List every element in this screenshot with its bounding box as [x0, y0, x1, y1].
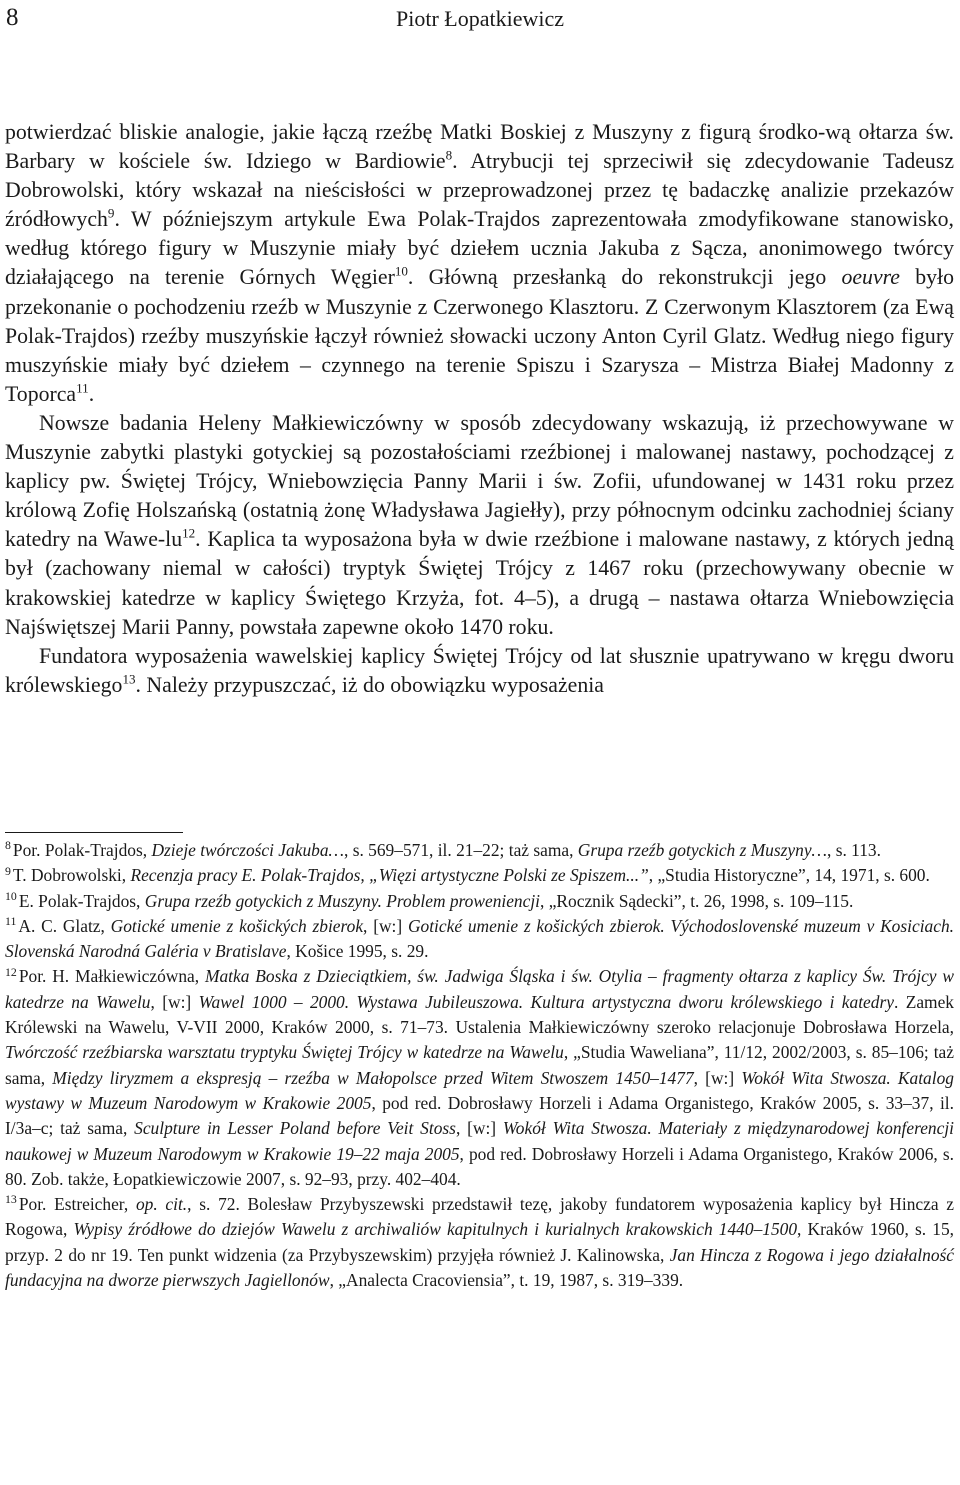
footnote — [5, 838, 954, 863]
body-paragraph — [5, 118, 954, 409]
text-run: , [w:] — [693, 1067, 742, 1088]
footnote-ref: 8 — [445, 147, 453, 163]
italic-text: Dzieje twórczości Jakuba… — [151, 840, 344, 860]
italic-text: Sculpture in Lesser Poland before Veit Stoss — [134, 1118, 456, 1139]
italic-text: Matka Boska z Dzieciątkiem, św. Jadwiga Śląska i św. Otylia – fragmenty ołtarza z kaplicy Św. Trójcy w katedrze na Wawelu — [5, 966, 954, 1012]
italic-text: Grupa rzeźb gotyckich z Muszyny… — [577, 840, 828, 860]
text-run: , pod red. Dobrosławy Horzeli i Adama Organistego, Kraków 2006, s. 80. Zob. także, Łopatkiewiczowie 2007, s. 92–93, przy. 402–404. — [5, 1143, 954, 1189]
italic-text: Między liryzmem a ekspresją – rzeźba w Małopolsce przed Witem Stwoszem 1450–1477 — [52, 1067, 694, 1088]
running-head-author: Piotr Łopatkiewicz — [395, 6, 564, 31]
footnote-number: 12 — [5, 964, 17, 979]
footnote-ref: 9 — [107, 206, 115, 222]
italic-text: oeuvre — [841, 265, 900, 290]
footnotes — [5, 838, 954, 1293]
italic-text: Wokół Wita Stwosza. Materiały z międzynarodowej konferencji naukowej w Muzeum Narodowym w Krakowie 19–22 maja 2005 — [5, 1118, 954, 1164]
footnote-separator — [5, 832, 183, 833]
italic-text: Gotické umenie z košických zbierok — [110, 915, 364, 936]
italic-text: Wypisy źródłowe do dziejów Wawelu z archiwaliów kapitulnych i kurialnych krakowskich 1440–1500 — [73, 1219, 798, 1240]
text-run: A. C. Glatz, — [18, 915, 111, 936]
text-run: potwierdzać bliskie analogie, jakie łączą rzeźbę Matki Boskiej z Muszyny z figurą środko-wą ołtarza św. Barbary w kościele św. Idziego w Bardiowie — [5, 120, 954, 174]
italic-text: Grupa rzeźb gotyckich z Muszyny. Problem proweniencji — [144, 890, 541, 911]
footnote-number: 10 — [5, 888, 17, 903]
italic-text: Gotické umenie z košických zbierok. Východoslovenské muzeum v Kosiciach. Slovenská Narodná Galéria v Bratislave — [5, 915, 954, 962]
footnote-ref: 10 — [394, 264, 408, 280]
footnote-number: 11 — [5, 914, 17, 929]
italic-text: Recenzja pracy E. Polak-Trajdos, „Więzi artystyczne Polski ze Spiszem...” — [130, 865, 649, 886]
text-run: Por. Estreicher, — [18, 1194, 136, 1215]
main-text — [5, 118, 954, 700]
text-run: , [w:] — [363, 915, 408, 936]
text-run: , s. 113. — [827, 840, 881, 860]
text-run: , s. 72. Bolesław Przybyszewski przedstawił tezę, jakoby fundatorem wyposażenia kaplicy był Hincza z Rogowa, — [5, 1194, 954, 1240]
text-run: , [w:] — [150, 991, 199, 1012]
footnote — [5, 863, 954, 888]
footnote — [5, 1192, 954, 1293]
italic-text: Jan Hincza z Rogowa i jego działalność fundacyjna na dworze pierwszych Jagiellonów — [5, 1244, 955, 1291]
footnote-ref: 11 — [76, 380, 89, 396]
text-run: . Zamek Królewski na Wawelu, V-VII 2000, Kraków 2000, s. 71–73. Ustalenia Małkiewiczówny szeroko relacjonuje Dobrosława Horzela, — [5, 991, 954, 1038]
italic-text: Wokół Wita Stwosza. Katalog wystawy w Muzeum Narodowym w Krakowie 2005 — [5, 1067, 954, 1113]
text-run: . W późniejszym artykule Ewa Polak-Trajdos zaprezentowała zmodyfikowane stanowisko, według którego figury w Muszynie miały być dziełem ucznia Jakuba z Sącza, anonimowego twórcy działającego na terenie Górnych Węgier — [5, 207, 954, 290]
text-run: Por. H. Małkiewiczówna, — [18, 966, 205, 987]
body-paragraph — [5, 642, 954, 700]
footnote-number: 8 — [5, 838, 11, 853]
text-run: , pod red. Dobrosławy Horzeli i Adama Organistego, Kraków 2005, s. 33–37, il. I/3a–c; taż sama, — [5, 1092, 954, 1139]
footnote — [5, 964, 954, 1192]
footnote-ref: 13 — [122, 671, 136, 687]
italic-text: Twórczość rzeźbiarska warsztatu tryptyku Świętej Trójcy w katedrze na Wawelu — [5, 1042, 564, 1063]
text-run: . Atrybucji tej sprzeciwił się zdecydowanie Tadeusz Dobrowolski, który wskazał na nieścisłości w przeprowadzonej przez tę badaczkę analizie przekazów źródłowych — [5, 149, 954, 232]
text-run: , „Studia Waweliana”, 11/12, 2002/2003, s. 85–106; taż sama, — [5, 1042, 954, 1088]
footnote — [5, 889, 954, 914]
footnote-number: 9 — [5, 863, 11, 878]
text-run: . — [88, 381, 95, 406]
text-run: , „Studia Historyczne”, 14, 1971, s. 600. — [648, 865, 930, 886]
text-run: . Kaplica ta wyposażona była w dwie rzeźbione i malowane nastawy, z których jedną był (zachowany niemal w całości) tryptyk Świętej Trójcy z 1467 roku (przechowywany obecnie w krakowskiej katedrze w kaplicy Świętego Krzyża, fot. 4–5), a drugą – nastawa ołtarza Wniebowzięcia Najświętszej Marii Panny, powstała zapewne około 1470 roku. — [5, 527, 954, 639]
text-run: . Główną przesłanką do rekonstrukcji jego — [407, 265, 842, 290]
text-run: . Należy przypuszczać, iż do obowiązku wyposażenia — [135, 672, 604, 697]
text-run: , s. 569–571, il. 21–22; taż sama, — [344, 840, 578, 860]
text-run: Nowsze badania Heleny Małkiewiczówny w sposób zdecydowany wskazują, iż przechowywane w Muszynie zabytki plastyki gotyckiej są pozostałościami rzeźbionej i malowanej nastawy, pochodzącej z kaplicy pw. Świętej Trójcy, Wniebowzięcia Panny Marii i św. Zofii, ufundowanej w 1431 roku przez królową Zofię Holszańską (ostatnią żonę Władysława Jagiełły), przy północnym odcinku zachodniej ściany katedry na Wawe-lu — [5, 410, 954, 552]
text-run: było przekonanie o pochodzeniu rzeźb w Muszynie z Czerwonego Klasztoru. Z Czerwonym Klasztorem (za Ewą Polak-Trajdos) rzeźby muszyńskie łączył również słowacki uczony Anton Cyril Glatz. Według niego figury muszyńskie miały być dziełem – czynnego na terenie Spiszu i Szarysza – Mistrza Białej Madonny z Toporca — [5, 265, 954, 406]
footnote-number: 13 — [5, 1192, 17, 1207]
text-run: Por. Polak-Trajdos, — [12, 840, 152, 860]
body-paragraph — [5, 409, 954, 642]
text-run: , „Rocznik Sądecki”, t. 26, 1998, s. 109–115. — [540, 890, 854, 911]
text-run: E. Polak-Trajdos, — [18, 890, 145, 911]
footnote-ref: 12 — [182, 526, 196, 542]
text-run: , „Analecta Cracoviensia”, t. 19, 1987, s. 319–339. — [329, 1270, 684, 1291]
text-run: , Kraków 1960, s. 15, przyp. 2 do nr 19. Ten punkt widzenia (za Przybyszewskim) przyjęła również J. Kalinowska, — [5, 1219, 954, 1265]
text-run: , Košice 1995, s. 29. — [286, 941, 429, 962]
footnote — [5, 914, 954, 965]
italic-text: Wawel 1000 – 2000. Wystawa Jubileuszowa. Kultura artystyczna dworu królewskiego i katedry — [198, 991, 894, 1012]
italic-text: op. cit. — [135, 1194, 188, 1215]
page-number: 8 — [6, 4, 19, 31]
text-run: , [w:] — [455, 1118, 503, 1139]
text-run: Fundatora wyposażenia wawelskiej kaplicy Świętej Trójcy od lat słusznie upatrywano w kręgu dworu królewskiego — [5, 643, 954, 697]
text-run: T. Dobrowolski, — [12, 865, 131, 886]
